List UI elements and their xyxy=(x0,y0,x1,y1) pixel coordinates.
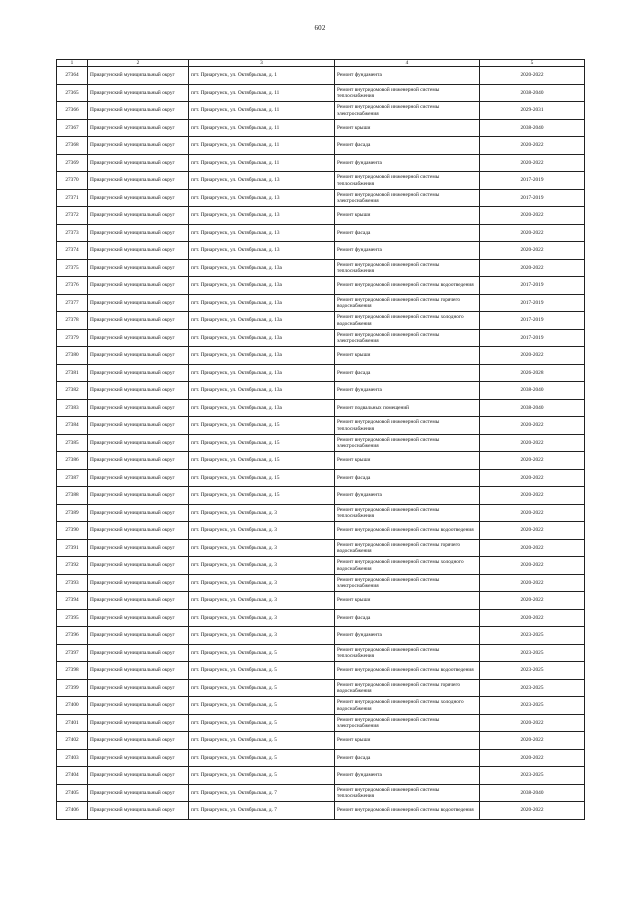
table-row xyxy=(57,364,585,382)
table-row xyxy=(57,294,585,312)
cell-municipality: Приаргунский муниципальный округ xyxy=(88,802,189,820)
repair-schedule-table xyxy=(56,59,585,820)
column-header-3: 3 xyxy=(189,60,335,67)
cell-address: пгт. Приаргунск, ул. Октябрьская, д. 1 xyxy=(189,67,335,85)
cell-work-type: Ремонт фундамента xyxy=(335,487,480,505)
page-number: 602 xyxy=(314,24,326,32)
cell-row-number: 27376 xyxy=(57,277,88,295)
cell-row-number: 27380 xyxy=(57,347,88,365)
cell-address: пгт. Приаргунск, ул. Октябрьская, д. 3 xyxy=(189,592,335,610)
table-row xyxy=(57,627,585,645)
cell-period: 2017-2019 xyxy=(480,189,585,207)
cell-municipality: Приаргунский муниципальный округ xyxy=(88,469,189,487)
cell-period: 2020-2022 xyxy=(480,207,585,225)
cell-row-number: 27395 xyxy=(57,609,88,627)
cell-address: пгт. Приаргунск, ул. Октябрьская, д. 3 xyxy=(189,557,335,575)
cell-period: 2038-2040 xyxy=(480,784,585,802)
cell-work-type: Ремонт подвальных помещений xyxy=(335,399,480,417)
cell-work-type: Ремонт внутридомовой инженерной системы водоотведения xyxy=(335,522,480,540)
cell-period: 2020-2022 xyxy=(480,802,585,820)
cell-period: 2017-2019 xyxy=(480,277,585,295)
cell-row-number: 27387 xyxy=(57,469,88,487)
cell-address: пгт. Приаргунск, ул. Октябрьская, д. 13а xyxy=(189,364,335,382)
cell-address: пгт. Приаргунск, ул. Октябрьская, д. 13а xyxy=(189,382,335,400)
cell-work-type: Ремонт внутридомовой инженерной системы водоотведения xyxy=(335,277,480,295)
cell-work-type: Ремонт внутридомовой инженерной системы электроснабжения xyxy=(335,434,480,452)
cell-work-type: Ремонт внутридомовой инженерной системы горячего водоснабжения xyxy=(335,539,480,557)
table-row xyxy=(57,119,585,137)
cell-row-number: 27365 xyxy=(57,84,88,102)
cell-period: 2020-2022 xyxy=(480,557,585,575)
cell-period: 2020-2022 xyxy=(480,487,585,505)
cell-municipality: Приаргунский муниципальный округ xyxy=(88,172,189,190)
cell-period: 2020-2022 xyxy=(480,347,585,365)
cell-row-number: 27382 xyxy=(57,382,88,400)
cell-municipality: Приаргунский муниципальный округ xyxy=(88,137,189,155)
table-row xyxy=(57,84,585,102)
cell-period: 2020-2022 xyxy=(480,224,585,242)
cell-municipality: Приаргунский муниципальный округ xyxy=(88,382,189,400)
cell-row-number: 27364 xyxy=(57,67,88,85)
cell-municipality: Приаргунский муниципальный округ xyxy=(88,84,189,102)
cell-municipality: Приаргунский муниципальный округ xyxy=(88,417,189,435)
cell-work-type: Ремонт фундамента xyxy=(335,242,480,260)
cell-row-number: 27392 xyxy=(57,557,88,575)
cell-row-number: 27406 xyxy=(57,802,88,820)
cell-row-number: 27384 xyxy=(57,417,88,435)
cell-period: 2020-2022 xyxy=(480,417,585,435)
table-row xyxy=(57,312,585,330)
cell-row-number: 27389 xyxy=(57,504,88,522)
cell-work-type: Ремонт внутридомовой инженерной системы теплоснабжения xyxy=(335,417,480,435)
cell-municipality: Приаргунский муниципальный округ xyxy=(88,662,189,680)
table-row xyxy=(57,224,585,242)
table-row xyxy=(57,679,585,697)
cell-period: 2020-2022 xyxy=(480,592,585,610)
cell-row-number: 27366 xyxy=(57,102,88,120)
column-header-1: 1 xyxy=(57,60,88,67)
cell-municipality: Приаргунский муниципальный округ xyxy=(88,522,189,540)
cell-row-number: 27381 xyxy=(57,364,88,382)
cell-municipality: Приаргунский муниципальный округ xyxy=(88,312,189,330)
cell-municipality: Приаргунский муниципальный округ xyxy=(88,399,189,417)
table-body xyxy=(57,67,585,820)
table-row xyxy=(57,189,585,207)
cell-municipality: Приаргунский муниципальный округ xyxy=(88,242,189,260)
table-row xyxy=(57,137,585,155)
table-row xyxy=(57,504,585,522)
cell-row-number: 27396 xyxy=(57,627,88,645)
cell-work-type: Ремонт фасада xyxy=(335,609,480,627)
cell-work-type: Ремонт внутридомовой инженерной системы электроснабжения xyxy=(335,329,480,347)
cell-work-type: Ремонт внутридомовой инженерной системы горячего водоснабжения xyxy=(335,679,480,697)
cell-municipality: Приаргунский муниципальный округ xyxy=(88,434,189,452)
cell-work-type: Ремонт внутридомовой инженерной системы водоотведения xyxy=(335,662,480,680)
cell-work-type: Ремонт крыши xyxy=(335,347,480,365)
cell-municipality: Приаргунский муниципальный округ xyxy=(88,119,189,137)
table-row xyxy=(57,154,585,172)
cell-municipality: Приаргунский муниципальный округ xyxy=(88,592,189,610)
cell-work-type: Ремонт крыши xyxy=(335,452,480,470)
cell-row-number: 27379 xyxy=(57,329,88,347)
cell-address: пгт. Приаргунск, ул. Октябрьская, д. 5 xyxy=(189,697,335,715)
cell-municipality: Приаргунский муниципальный округ xyxy=(88,784,189,802)
cell-period: 2029-2031 xyxy=(480,102,585,120)
table-row xyxy=(57,102,585,120)
cell-address: пгт. Приаргунск, ул. Октябрьская, д. 3 xyxy=(189,627,335,645)
cell-period: 2020-2022 xyxy=(480,242,585,260)
column-header-4: 4 xyxy=(335,60,480,67)
cell-work-type: Ремонт внутридомовой инженерной системы электроснабжения xyxy=(335,189,480,207)
table-row xyxy=(57,399,585,417)
cell-row-number: 27373 xyxy=(57,224,88,242)
cell-address: пгт. Приаргунск, ул. Октябрьская, д. 5 xyxy=(189,644,335,662)
table-row xyxy=(57,207,585,225)
cell-municipality: Приаргунский муниципальный округ xyxy=(88,259,189,277)
table-row xyxy=(57,434,585,452)
cell-work-type: Ремонт внутридомовой инженерной системы горячего водоснабжения xyxy=(335,294,480,312)
table-row xyxy=(57,539,585,557)
cell-work-type: Ремонт внутридомовой инженерной системы теплоснабжения xyxy=(335,644,480,662)
cell-row-number: 27367 xyxy=(57,119,88,137)
cell-address: пгт. Приаргунск, ул. Октябрьская, д. 13а xyxy=(189,399,335,417)
table-row xyxy=(57,644,585,662)
cell-work-type: Ремонт внутридомовой инженерной системы водоотведения xyxy=(335,802,480,820)
table-row xyxy=(57,469,585,487)
cell-address: пгт. Приаргунск, ул. Октябрьская, д. 13а xyxy=(189,329,335,347)
cell-work-type: Ремонт фасада xyxy=(335,224,480,242)
cell-work-type: Ремонт фундамента xyxy=(335,767,480,785)
cell-period: 2020-2022 xyxy=(480,714,585,732)
cell-municipality: Приаргунский муниципальный округ xyxy=(88,347,189,365)
cell-period: 2023-2025 xyxy=(480,767,585,785)
cell-address: пгт. Приаргунск, ул. Октябрьская, д. 3 xyxy=(189,539,335,557)
cell-municipality: Приаргунский муниципальный округ xyxy=(88,574,189,592)
cell-municipality: Приаргунский муниципальный округ xyxy=(88,557,189,575)
cell-address: пгт. Приаргунск, ул. Октябрьская, д. 15 xyxy=(189,487,335,505)
cell-address: пгт. Приаргунск, ул. Октябрьская, д. 13 xyxy=(189,242,335,260)
table-row xyxy=(57,522,585,540)
cell-municipality: Приаргунский муниципальный округ xyxy=(88,102,189,120)
cell-work-type: Ремонт внутридомовой инженерной системы теплоснабжения xyxy=(335,259,480,277)
table-row xyxy=(57,382,585,400)
cell-municipality: Приаргунский муниципальный округ xyxy=(88,714,189,732)
cell-municipality: Приаргунский муниципальный округ xyxy=(88,679,189,697)
cell-municipality: Приаргунский муниципальный округ xyxy=(88,364,189,382)
cell-municipality: Приаргунский муниципальный округ xyxy=(88,277,189,295)
cell-row-number: 27394 xyxy=(57,592,88,610)
cell-address: пгт. Приаргунск, ул. Октябрьская, д. 3 xyxy=(189,504,335,522)
cell-municipality: Приаргунский муниципальный округ xyxy=(88,224,189,242)
cell-period: 2038-2040 xyxy=(480,119,585,137)
table-row xyxy=(57,172,585,190)
cell-period: 2020-2022 xyxy=(480,522,585,540)
cell-municipality: Приаргунский муниципальный округ xyxy=(88,67,189,85)
cell-municipality: Приаргунский муниципальный округ xyxy=(88,697,189,715)
cell-address: пгт. Приаргунск, ул. Октябрьская, д. 13а xyxy=(189,277,335,295)
cell-period: 2020-2022 xyxy=(480,504,585,522)
cell-row-number: 27403 xyxy=(57,749,88,767)
cell-work-type: Ремонт внутридомовой инженерной системы теплоснабжения xyxy=(335,504,480,522)
cell-row-number: 27402 xyxy=(57,732,88,750)
cell-address: пгт. Приаргунск, ул. Октябрьская, д. 11 xyxy=(189,137,335,155)
header-row xyxy=(57,60,585,67)
cell-period: 2017-2019 xyxy=(480,172,585,190)
cell-period: 2020-2022 xyxy=(480,469,585,487)
cell-row-number: 27370 xyxy=(57,172,88,190)
cell-address: пгт. Приаргунск, ул. Октябрьская, д. 13а xyxy=(189,312,335,330)
cell-work-type: Ремонт фасада xyxy=(335,469,480,487)
cell-work-type: Ремонт крыши xyxy=(335,119,480,137)
cell-period: 2026-2028 xyxy=(480,364,585,382)
table-row xyxy=(57,609,585,627)
cell-row-number: 27377 xyxy=(57,294,88,312)
cell-work-type: Ремонт фасада xyxy=(335,364,480,382)
cell-period: 2020-2022 xyxy=(480,259,585,277)
table-row xyxy=(57,557,585,575)
cell-period: 2023-2025 xyxy=(480,627,585,645)
cell-address: пгт. Приаргунск, ул. Октябрьская, д. 15 xyxy=(189,452,335,470)
cell-row-number: 27386 xyxy=(57,452,88,470)
cell-row-number: 27399 xyxy=(57,679,88,697)
cell-work-type: Ремонт внутридомовой инженерной системы теплоснабжения xyxy=(335,172,480,190)
column-header-2: 2 xyxy=(88,60,189,67)
cell-work-type: Ремонт внутридомовой инженерной системы холодного водоснабжения xyxy=(335,557,480,575)
cell-municipality: Приаргунский муниципальный округ xyxy=(88,644,189,662)
table-row xyxy=(57,347,585,365)
cell-period: 2020-2022 xyxy=(480,749,585,767)
table-row xyxy=(57,697,585,715)
cell-address: пгт. Приаргунск, ул. Октябрьская, д. 13 xyxy=(189,207,335,225)
cell-work-type: Ремонт фасада xyxy=(335,749,480,767)
cell-work-type: Ремонт внутридомовой инженерной системы электроснабжения xyxy=(335,574,480,592)
table-header xyxy=(57,60,585,67)
cell-period: 2023-2025 xyxy=(480,697,585,715)
cell-row-number: 27375 xyxy=(57,259,88,277)
cell-row-number: 27393 xyxy=(57,574,88,592)
cell-address: пгт. Приаргунск, ул. Октябрьская, д. 15 xyxy=(189,417,335,435)
cell-municipality: Приаргунский муниципальный округ xyxy=(88,627,189,645)
cell-row-number: 27369 xyxy=(57,154,88,172)
cell-period: 2020-2022 xyxy=(480,154,585,172)
cell-address: пгт. Приаргунск, ул. Октябрьская, д. 13а xyxy=(189,347,335,365)
table-row xyxy=(57,592,585,610)
cell-address: пгт. Приаргунск, ул. Октябрьская, д. 11 xyxy=(189,102,335,120)
cell-period: 2020-2022 xyxy=(480,574,585,592)
cell-period: 2023-2025 xyxy=(480,644,585,662)
table-row xyxy=(57,487,585,505)
table-row xyxy=(57,259,585,277)
cell-municipality: Приаргунский муниципальный округ xyxy=(88,767,189,785)
cell-address: пгт. Приаргунск, ул. Октябрьская, д. 7 xyxy=(189,802,335,820)
cell-municipality: Приаргунский муниципальный округ xyxy=(88,329,189,347)
table-row xyxy=(57,732,585,750)
cell-row-number: 27401 xyxy=(57,714,88,732)
cell-row-number: 27391 xyxy=(57,539,88,557)
cell-address: пгт. Приаргунск, ул. Октябрьская, д. 13 xyxy=(189,224,335,242)
cell-work-type: Ремонт внутридомовой инженерной системы электроснабжения xyxy=(335,102,480,120)
cell-address: пгт. Приаргунск, ул. Октябрьская, д. 5 xyxy=(189,767,335,785)
cell-row-number: 27383 xyxy=(57,399,88,417)
cell-municipality: Приаргунский муниципальный округ xyxy=(88,189,189,207)
table-row xyxy=(57,417,585,435)
cell-row-number: 27404 xyxy=(57,767,88,785)
cell-work-type: Ремонт внутридомовой инженерной системы теплоснабжения xyxy=(335,84,480,102)
cell-period: 2020-2022 xyxy=(480,67,585,85)
cell-municipality: Приаргунский муниципальный округ xyxy=(88,294,189,312)
cell-address: пгт. Приаргунск, ул. Октябрьская, д. 5 xyxy=(189,714,335,732)
cell-period: 2020-2022 xyxy=(480,732,585,750)
cell-row-number: 27371 xyxy=(57,189,88,207)
cell-work-type: Ремонт фундамента xyxy=(335,382,480,400)
cell-work-type: Ремонт крыши xyxy=(335,207,480,225)
cell-work-type: Ремонт фундамента xyxy=(335,67,480,85)
cell-period: 2020-2022 xyxy=(480,539,585,557)
cell-row-number: 27378 xyxy=(57,312,88,330)
cell-address: пгт. Приаргунск, ул. Октябрьская, д. 5 xyxy=(189,749,335,767)
table-row xyxy=(57,749,585,767)
cell-address: пгт. Приаргунск, ул. Октябрьская, д. 5 xyxy=(189,679,335,697)
column-header-5: 5 xyxy=(480,60,585,67)
table-row xyxy=(57,714,585,732)
cell-address: пгт. Приаргунск, ул. Октябрьская, д. 15 xyxy=(189,434,335,452)
cell-work-type: Ремонт фундамента xyxy=(335,627,480,645)
cell-address: пгт. Приаргунск, ул. Октябрьская, д. 3 xyxy=(189,574,335,592)
table-row xyxy=(57,802,585,820)
cell-municipality: Приаргунский муниципальный округ xyxy=(88,539,189,557)
cell-row-number: 27372 xyxy=(57,207,88,225)
cell-work-type: Ремонт внутридомовой инженерной системы теплоснабжения xyxy=(335,784,480,802)
cell-municipality: Приаргунский муниципальный округ xyxy=(88,749,189,767)
cell-work-type: Ремонт крыши xyxy=(335,592,480,610)
cell-municipality: Приаргунский муниципальный округ xyxy=(88,732,189,750)
table-row xyxy=(57,767,585,785)
cell-address: пгт. Приаргунск, ул. Октябрьская, д. 13 xyxy=(189,189,335,207)
table-row xyxy=(57,242,585,260)
cell-address: пгт. Приаргунск, ул. Октябрьская, д. 5 xyxy=(189,732,335,750)
cell-period: 2038-2040 xyxy=(480,399,585,417)
cell-municipality: Приаргунский муниципальный округ xyxy=(88,154,189,172)
cell-period: 2017-2019 xyxy=(480,312,585,330)
cell-municipality: Приаргунский муниципальный округ xyxy=(88,452,189,470)
table-row xyxy=(57,784,585,802)
cell-address: пгт. Приаргунск, ул. Октябрьская, д. 11 xyxy=(189,119,335,137)
cell-period: 2020-2022 xyxy=(480,434,585,452)
cell-address: пгт. Приаргунск, ул. Октябрьская, д. 5 xyxy=(189,662,335,680)
cell-row-number: 27388 xyxy=(57,487,88,505)
cell-address: пгт. Приаргунск, ул. Октябрьская, д. 3 xyxy=(189,609,335,627)
table-row xyxy=(57,662,585,680)
cell-period: 2017-2019 xyxy=(480,329,585,347)
cell-address: пгт. Приаргунск, ул. Октябрьская, д. 7 xyxy=(189,784,335,802)
cell-address: пгт. Приаргунск, ул. Октябрьская, д. 3 xyxy=(189,522,335,540)
table-row xyxy=(57,452,585,470)
cell-municipality: Приаргунский муниципальный округ xyxy=(88,487,189,505)
cell-address: пгт. Приаргунск, ул. Октябрьская, д. 13а xyxy=(189,259,335,277)
table-row xyxy=(57,67,585,85)
cell-row-number: 27400 xyxy=(57,697,88,715)
cell-address: пгт. Приаргунск, ул. Октябрьская, д. 15 xyxy=(189,469,335,487)
cell-row-number: 27398 xyxy=(57,662,88,680)
cell-work-type: Ремонт крыши xyxy=(335,732,480,750)
cell-period: 2020-2022 xyxy=(480,609,585,627)
cell-row-number: 27390 xyxy=(57,522,88,540)
cell-work-type: Ремонт внутридомовой инженерной системы холодного водоснабжения xyxy=(335,312,480,330)
cell-address: пгт. Приаргунск, ул. Октябрьская, д. 11 xyxy=(189,84,335,102)
cell-municipality: Приаргунский муниципальный округ xyxy=(88,504,189,522)
cell-period: 2038-2040 xyxy=(480,382,585,400)
cell-address: пгт. Приаргунск, ул. Октябрьская, д. 13а xyxy=(189,294,335,312)
cell-municipality: Приаргунский муниципальный округ xyxy=(88,609,189,627)
cell-row-number: 27374 xyxy=(57,242,88,260)
cell-row-number: 27397 xyxy=(57,644,88,662)
cell-work-type: Ремонт фасада xyxy=(335,137,480,155)
cell-period: 2020-2022 xyxy=(480,452,585,470)
cell-period: 2023-2025 xyxy=(480,662,585,680)
cell-period: 2023-2025 xyxy=(480,679,585,697)
cell-address: пгт. Приаргунск, ул. Октябрьская, д. 11 xyxy=(189,154,335,172)
table-row xyxy=(57,574,585,592)
cell-municipality: Приаргунский муниципальный округ xyxy=(88,207,189,225)
cell-address: пгт. Приаргунск, ул. Октябрьская, д. 13 xyxy=(189,172,335,190)
cell-row-number: 27405 xyxy=(57,784,88,802)
cell-row-number: 27385 xyxy=(57,434,88,452)
cell-work-type: Ремонт фундамента xyxy=(335,154,480,172)
table-row xyxy=(57,329,585,347)
cell-period: 2017-2019 xyxy=(480,294,585,312)
cell-work-type: Ремонт внутридомовой инженерной системы электроснабжения xyxy=(335,714,480,732)
cell-work-type: Ремонт внутридомовой инженерной системы холодного водоснабжения xyxy=(335,697,480,715)
table-row xyxy=(57,277,585,295)
cell-row-number: 27368 xyxy=(57,137,88,155)
cell-period: 2038-2040 xyxy=(480,84,585,102)
cell-period: 2020-2022 xyxy=(480,137,585,155)
